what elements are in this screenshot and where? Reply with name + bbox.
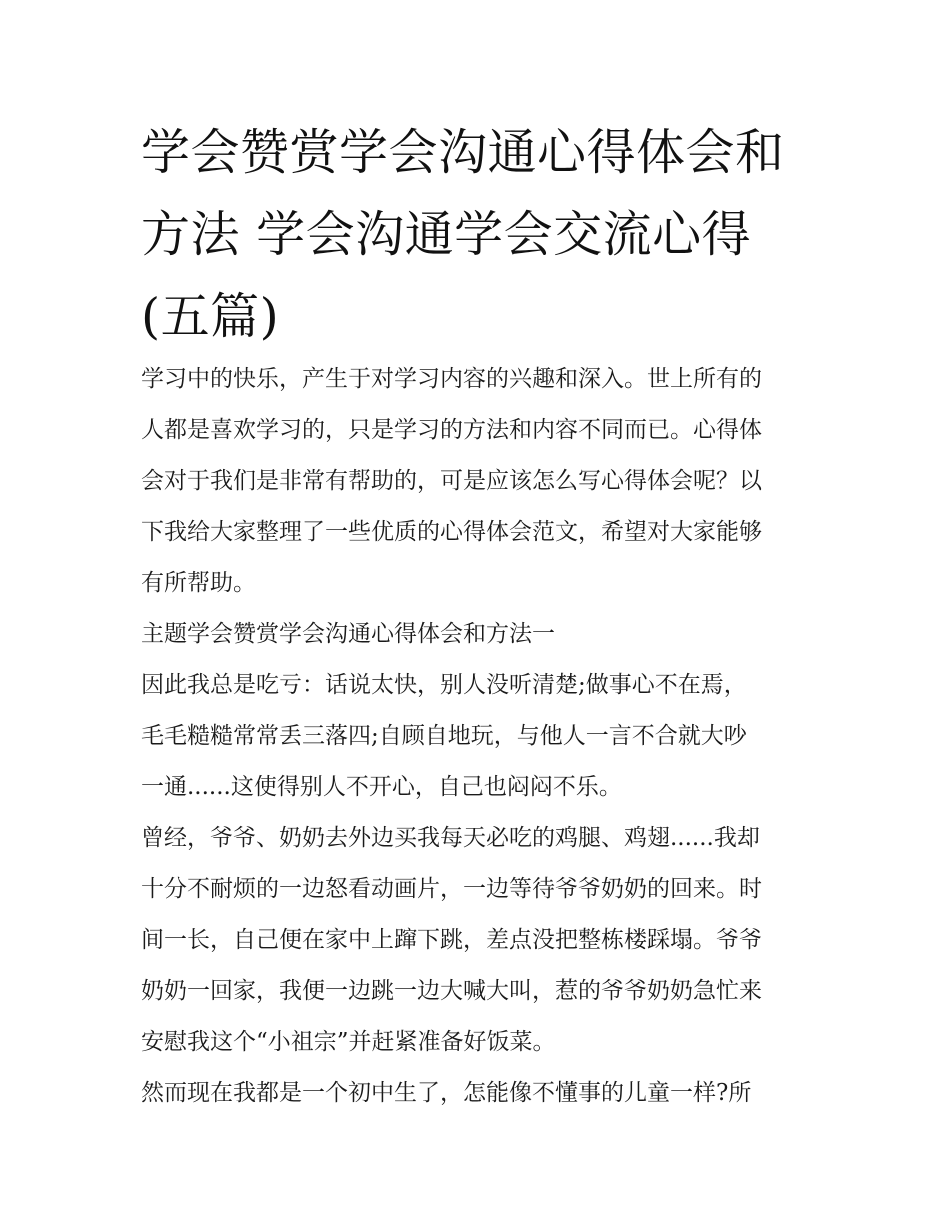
text-line: 会对于我们是非常有帮助的，可是应该怎么写心得体会呢？以 bbox=[141, 468, 762, 494]
text-line: 下我给大家整理了一些优质的心得体会范文，希望对大家能够 bbox=[141, 519, 762, 545]
text-line: 人都是喜欢学习的，只是学习的方法和内容不同而已。心得体 bbox=[141, 417, 762, 443]
section-heading bbox=[141, 609, 821, 660]
text-line: 毛毛糙糙常常丢三落四;自顾自地玩，与他人一言不合就大吵 bbox=[141, 723, 747, 749]
title-line: 学会赞赏学会沟通心得体会和 bbox=[141, 124, 785, 181]
text-line: 有所帮助。 bbox=[141, 570, 256, 596]
body-paragraph bbox=[141, 1068, 821, 1119]
body-paragraph bbox=[141, 813, 821, 1068]
text-line: 间一长，自己便在家中上蹿下跳，差点没把整栋楼踩塌。爷爷 bbox=[141, 927, 762, 953]
title-line: (五篇) bbox=[141, 288, 280, 345]
text-line: 学习中的快乐，产生于对学习内容的兴趣和深入。世上所有的 bbox=[141, 366, 762, 392]
text-line: 因此我总是吃亏：话说太快，别人没听清楚;做事心不在焉， bbox=[141, 672, 747, 698]
text-line: 一通......这使得别人不开心，自己也闷闷不乐。 bbox=[141, 774, 622, 800]
title-line: 方法 学会沟通学会交流心得 bbox=[141, 206, 752, 263]
document-body bbox=[141, 354, 821, 1119]
text-line: 奶奶一回家，我便一边跳一边大喊大叫，惹的爷爷奶奶急忙来 bbox=[141, 978, 762, 1004]
text-line: 安慰我这个“小祖宗”并赶紧准备好饭菜。 bbox=[141, 1029, 556, 1055]
text-line: 曾经，爷爷、奶奶去外边买我每天必吃的鸡腿、鸡翅......我却 bbox=[141, 825, 760, 851]
text-line: 十分不耐烦的一边怒看动画片，一边等待爷爷奶奶的回来。时 bbox=[141, 876, 762, 902]
body-paragraph bbox=[141, 660, 821, 813]
document-title bbox=[141, 112, 821, 358]
intro-paragraph bbox=[141, 354, 821, 609]
text-line: 然而现在我都是一个初中生了，怎能像不懂事的儿童一样?所 bbox=[141, 1080, 752, 1106]
text-line: 主题学会赞赏学会沟通心得体会和方法一 bbox=[141, 621, 555, 647]
